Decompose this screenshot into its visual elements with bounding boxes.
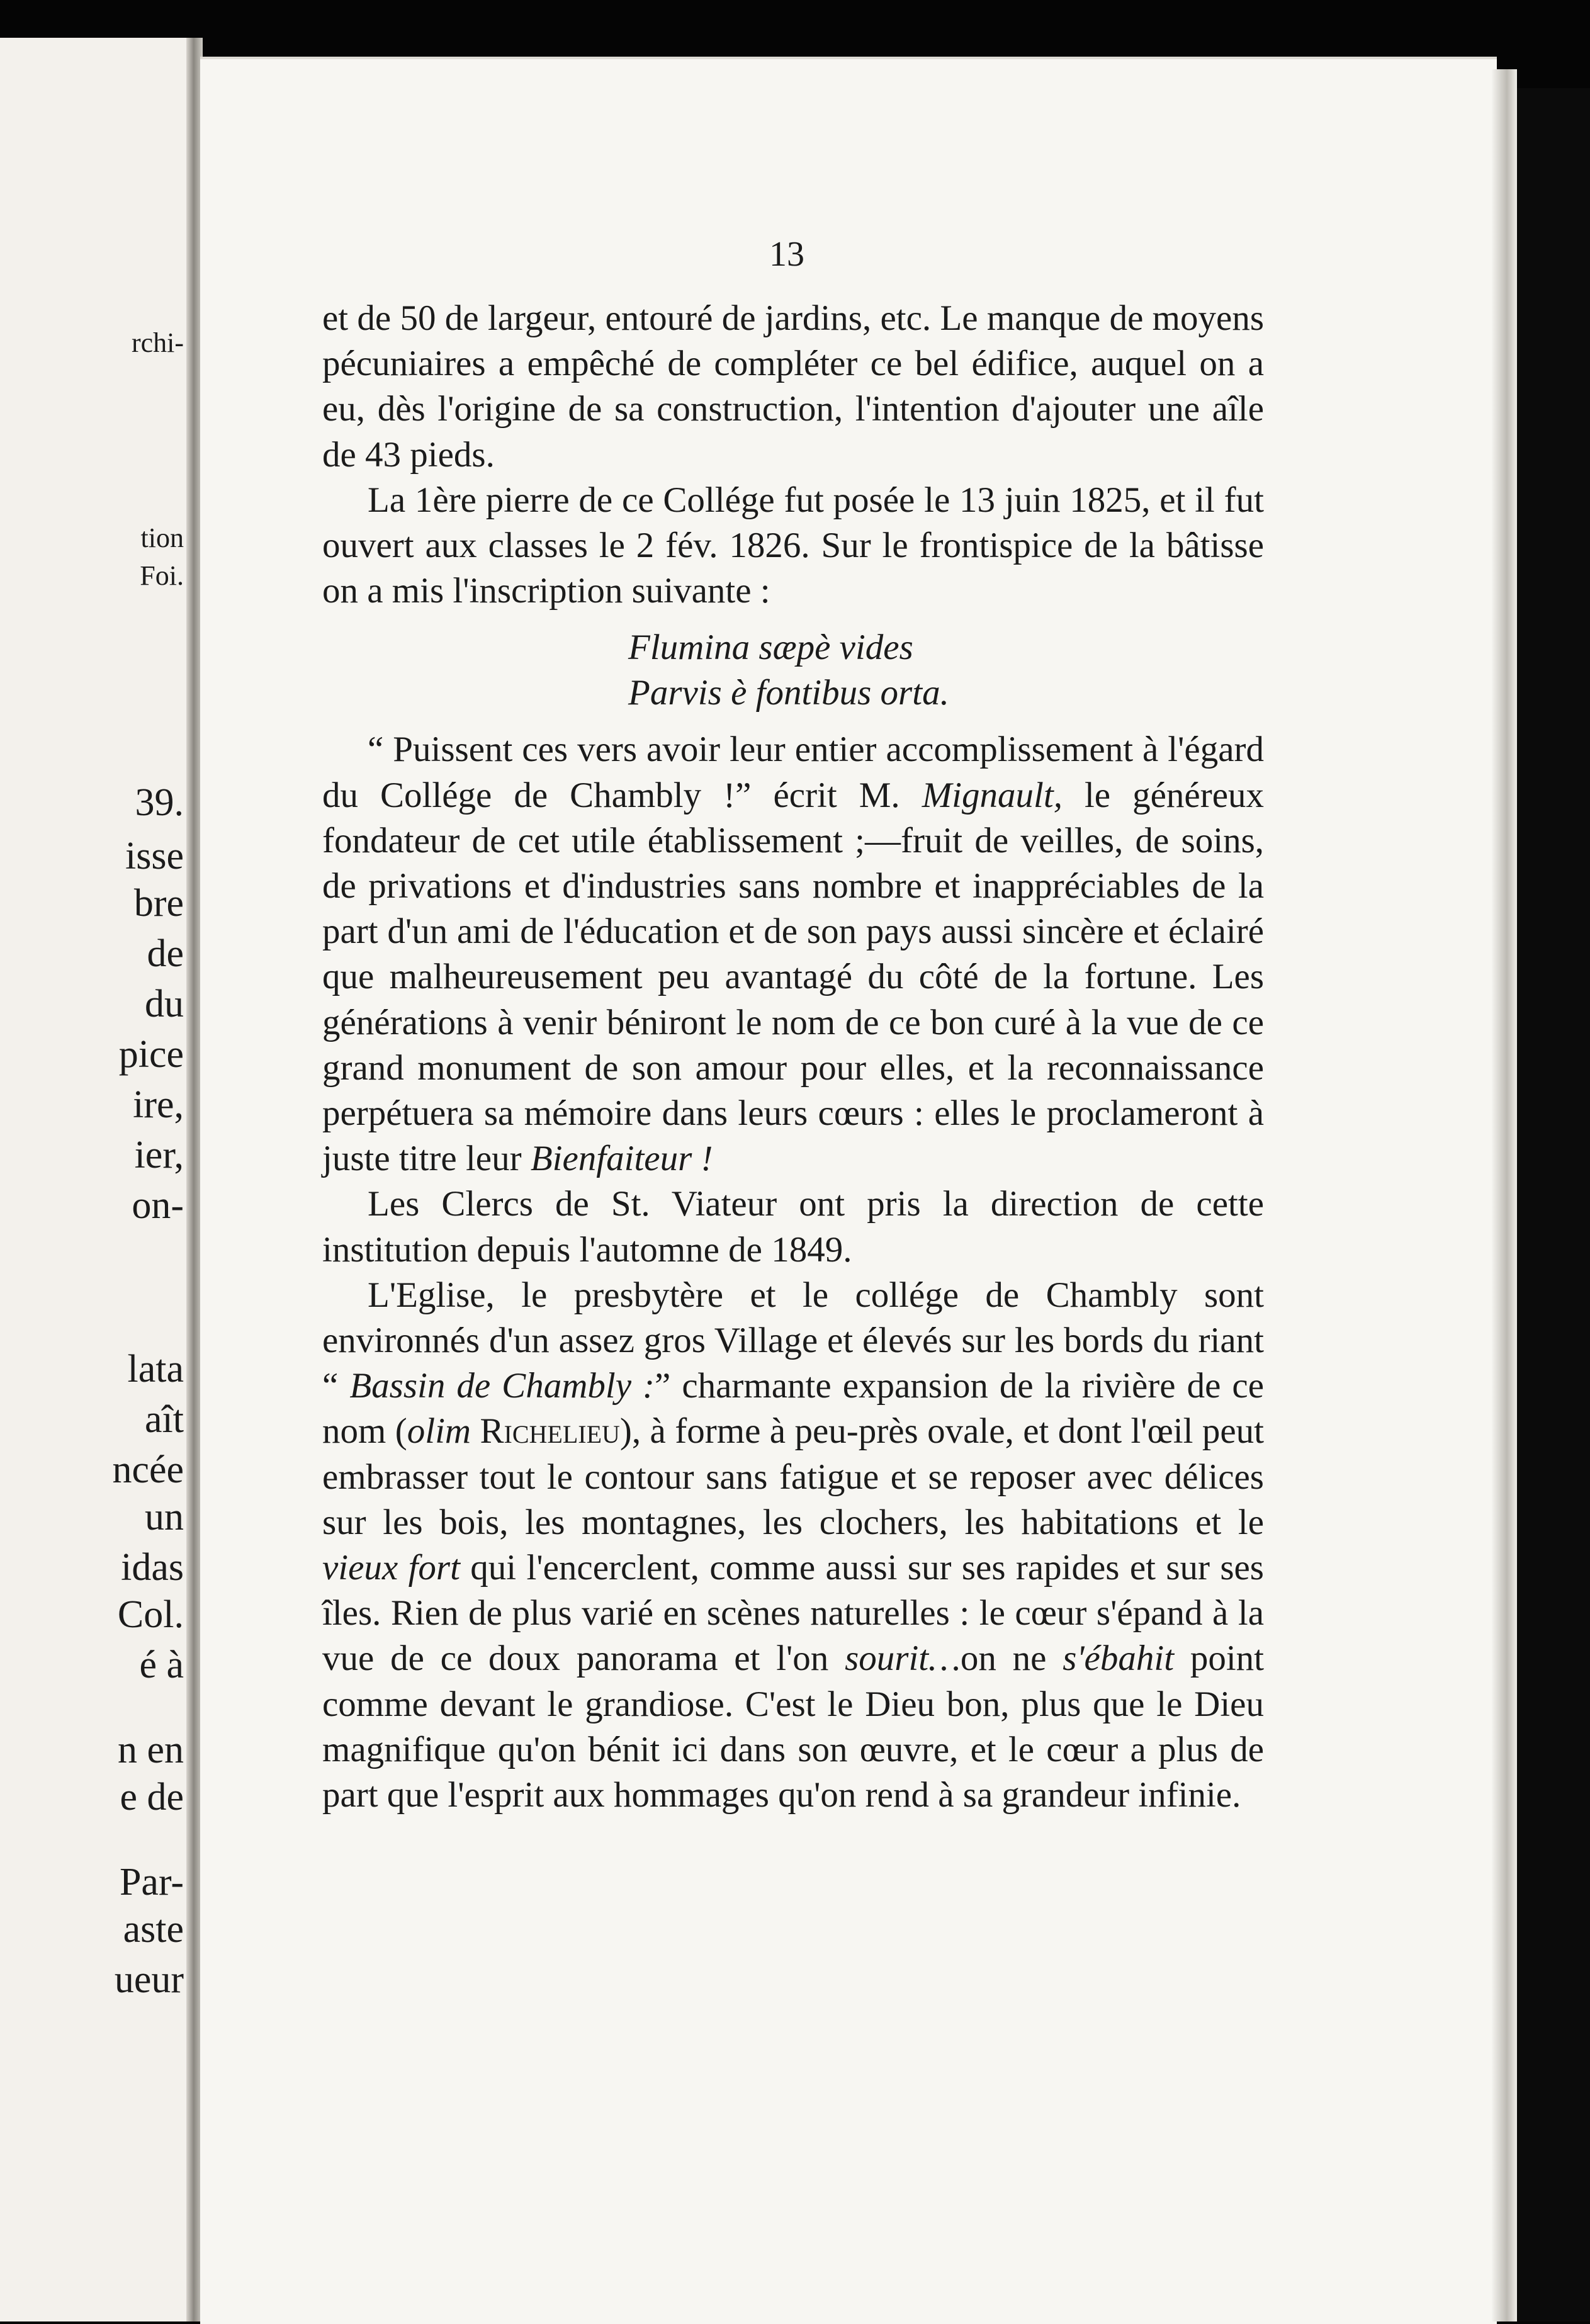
scan-border [1517, 88, 1590, 2321]
page-edge [1492, 69, 1517, 2321]
paragraph-5-text-d: qui l'encerclent, comme aussi sur ses rapides et sur ses îles. Rien de plus varié en scènes naturelles : le cœur s'épand à la vue de ce doux panorama et l'on [322, 1548, 1264, 1679]
paragraph-5-text-e: on ne [960, 1639, 1063, 1679]
paragraph-5-text-c: ), à forme à peu-près ovale, et dont l'œil peut embrasser tout le contour sans fatigue et se reposer avec délices sur les bois, les montagnes, les clochers, les habitations et le [322, 1411, 1264, 1542]
left-page-fragment: é à [139, 1644, 184, 1686]
left-page-fragment: pice [118, 1033, 184, 1076]
paragraph-5 [322, 1273, 1264, 1818]
left-page-fragment: isse [125, 835, 184, 877]
richelieu-word: Richelieu [480, 1411, 620, 1452]
paragraph-4: Les Clercs de St. Viateur ont pris la direction de cette institution depuis l'automne de 1849. [322, 1184, 1264, 1270]
left-page-fragment: aste [123, 1908, 184, 1951]
verse-line-1: Flumina sæpè vides [628, 628, 913, 668]
left-page-fragment: du [145, 983, 184, 1025]
left-page-fragment: 39. [135, 781, 184, 824]
left-page-fragment: Foi. [140, 560, 184, 591]
left-page-fragment: Col. [117, 1593, 184, 1636]
sebahit-word: s'ébahit [1063, 1639, 1175, 1679]
left-page-fragment: bre [133, 882, 184, 925]
left-page [0, 38, 196, 2321]
founder-name: Mignault, [922, 775, 1063, 815]
inscription-verse [322, 625, 1264, 716]
olim-word: olim [407, 1411, 471, 1452]
left-page-fragment: ier, [134, 1134, 184, 1176]
sourit-word: sourit… [845, 1639, 961, 1679]
vieux-fort: vieux fort [322, 1548, 460, 1588]
verse-line-2: Parvis è fontibus orta. [628, 673, 949, 713]
bienfaiteur-word: Bienfaiteur ! [530, 1139, 713, 1179]
page-number: 13 [769, 235, 804, 274]
left-page-fragment: lata [127, 1348, 184, 1390]
paragraph-3-text-b: le généreux fondateur de cet utile établissement ;—fruit de veilles, de soins, de privations et d'industries sans nombre et inappréciables de la part d'un ami de l'éducation et de son pays aussi sincère et éclairé que malheureusement peu avantagé du côté de la fortune. Les générations à venir béniront le nom de ce bon curé à la vue de ce grand monument de son amour pour elles, et la reconnaissance perpétuera sa mémoire dans leurs cœurs : elles le proclameront à juste titre leur [322, 775, 1265, 1179]
left-page-fragment: de [147, 932, 184, 975]
page-body [322, 296, 1264, 1818]
paragraph-2: La 1ère pierre de ce Collége fut posée le 13 juin 1825, et il fut ouvert aux classes le 2 fév. 1826. Sur le frontispice de la bâtisse on a mis l'inscription suivante : [322, 480, 1264, 611]
paragraph-5-text-b: ” charmante expansion de la rivière de ce nom ( [322, 1366, 1264, 1452]
left-page-fragment: idas [121, 1546, 184, 1589]
paragraph-5-text-f: point comme devant le grandiose. C'est le Dieu bon, plus que le Dieu magnifique qu'on bénit ici dans son œuvre, et le cœur a plus de part que l'esprit aux hommages qu'on rend à sa grandeur infinie. [322, 1639, 1264, 1815]
left-page-fragment: ire, [133, 1083, 184, 1126]
bassin-de-chambly: Bassin de Chambly : [349, 1366, 655, 1406]
paragraph-5-space [471, 1411, 480, 1451]
paragraph-3 [322, 727, 1264, 1182]
paragraph-3-text-a: “ Puissent ces vers avoir leur entier accomplissement à l'égard du Collége de Chambly !” écrit M. [322, 730, 1264, 815]
left-page-fragment: Par- [119, 1861, 184, 1904]
paragraph-5-text-a: L'Eglise, le presbytère et le collége de Chambly sont environnés d'un assez gros Village et élevés sur les bords du riant “ [322, 1275, 1264, 1406]
left-page-fragment: e de [120, 1776, 184, 1819]
left-page-fragment: aît [145, 1398, 184, 1441]
left-page-fragment: rchi- [131, 327, 184, 358]
paragraph-1: et de 50 de largeur, entouré de jardins, etc. Le manque de moyens pécuniaires a empêché de compléter ce bel édifice, auquel on a eu, dès l'origine de sa construction, l'intention d'ajouter une aîle de 43 pieds. [322, 298, 1264, 475]
left-page-fragment: ncée [112, 1448, 184, 1491]
left-page-fragment: n en [117, 1729, 184, 1771]
left-page-fragment: on- [132, 1184, 184, 1227]
left-page-fragment: un [145, 1496, 184, 1538]
left-page-fragment: ueur [114, 1958, 184, 2001]
left-page-fragment: tion [140, 522, 184, 553]
